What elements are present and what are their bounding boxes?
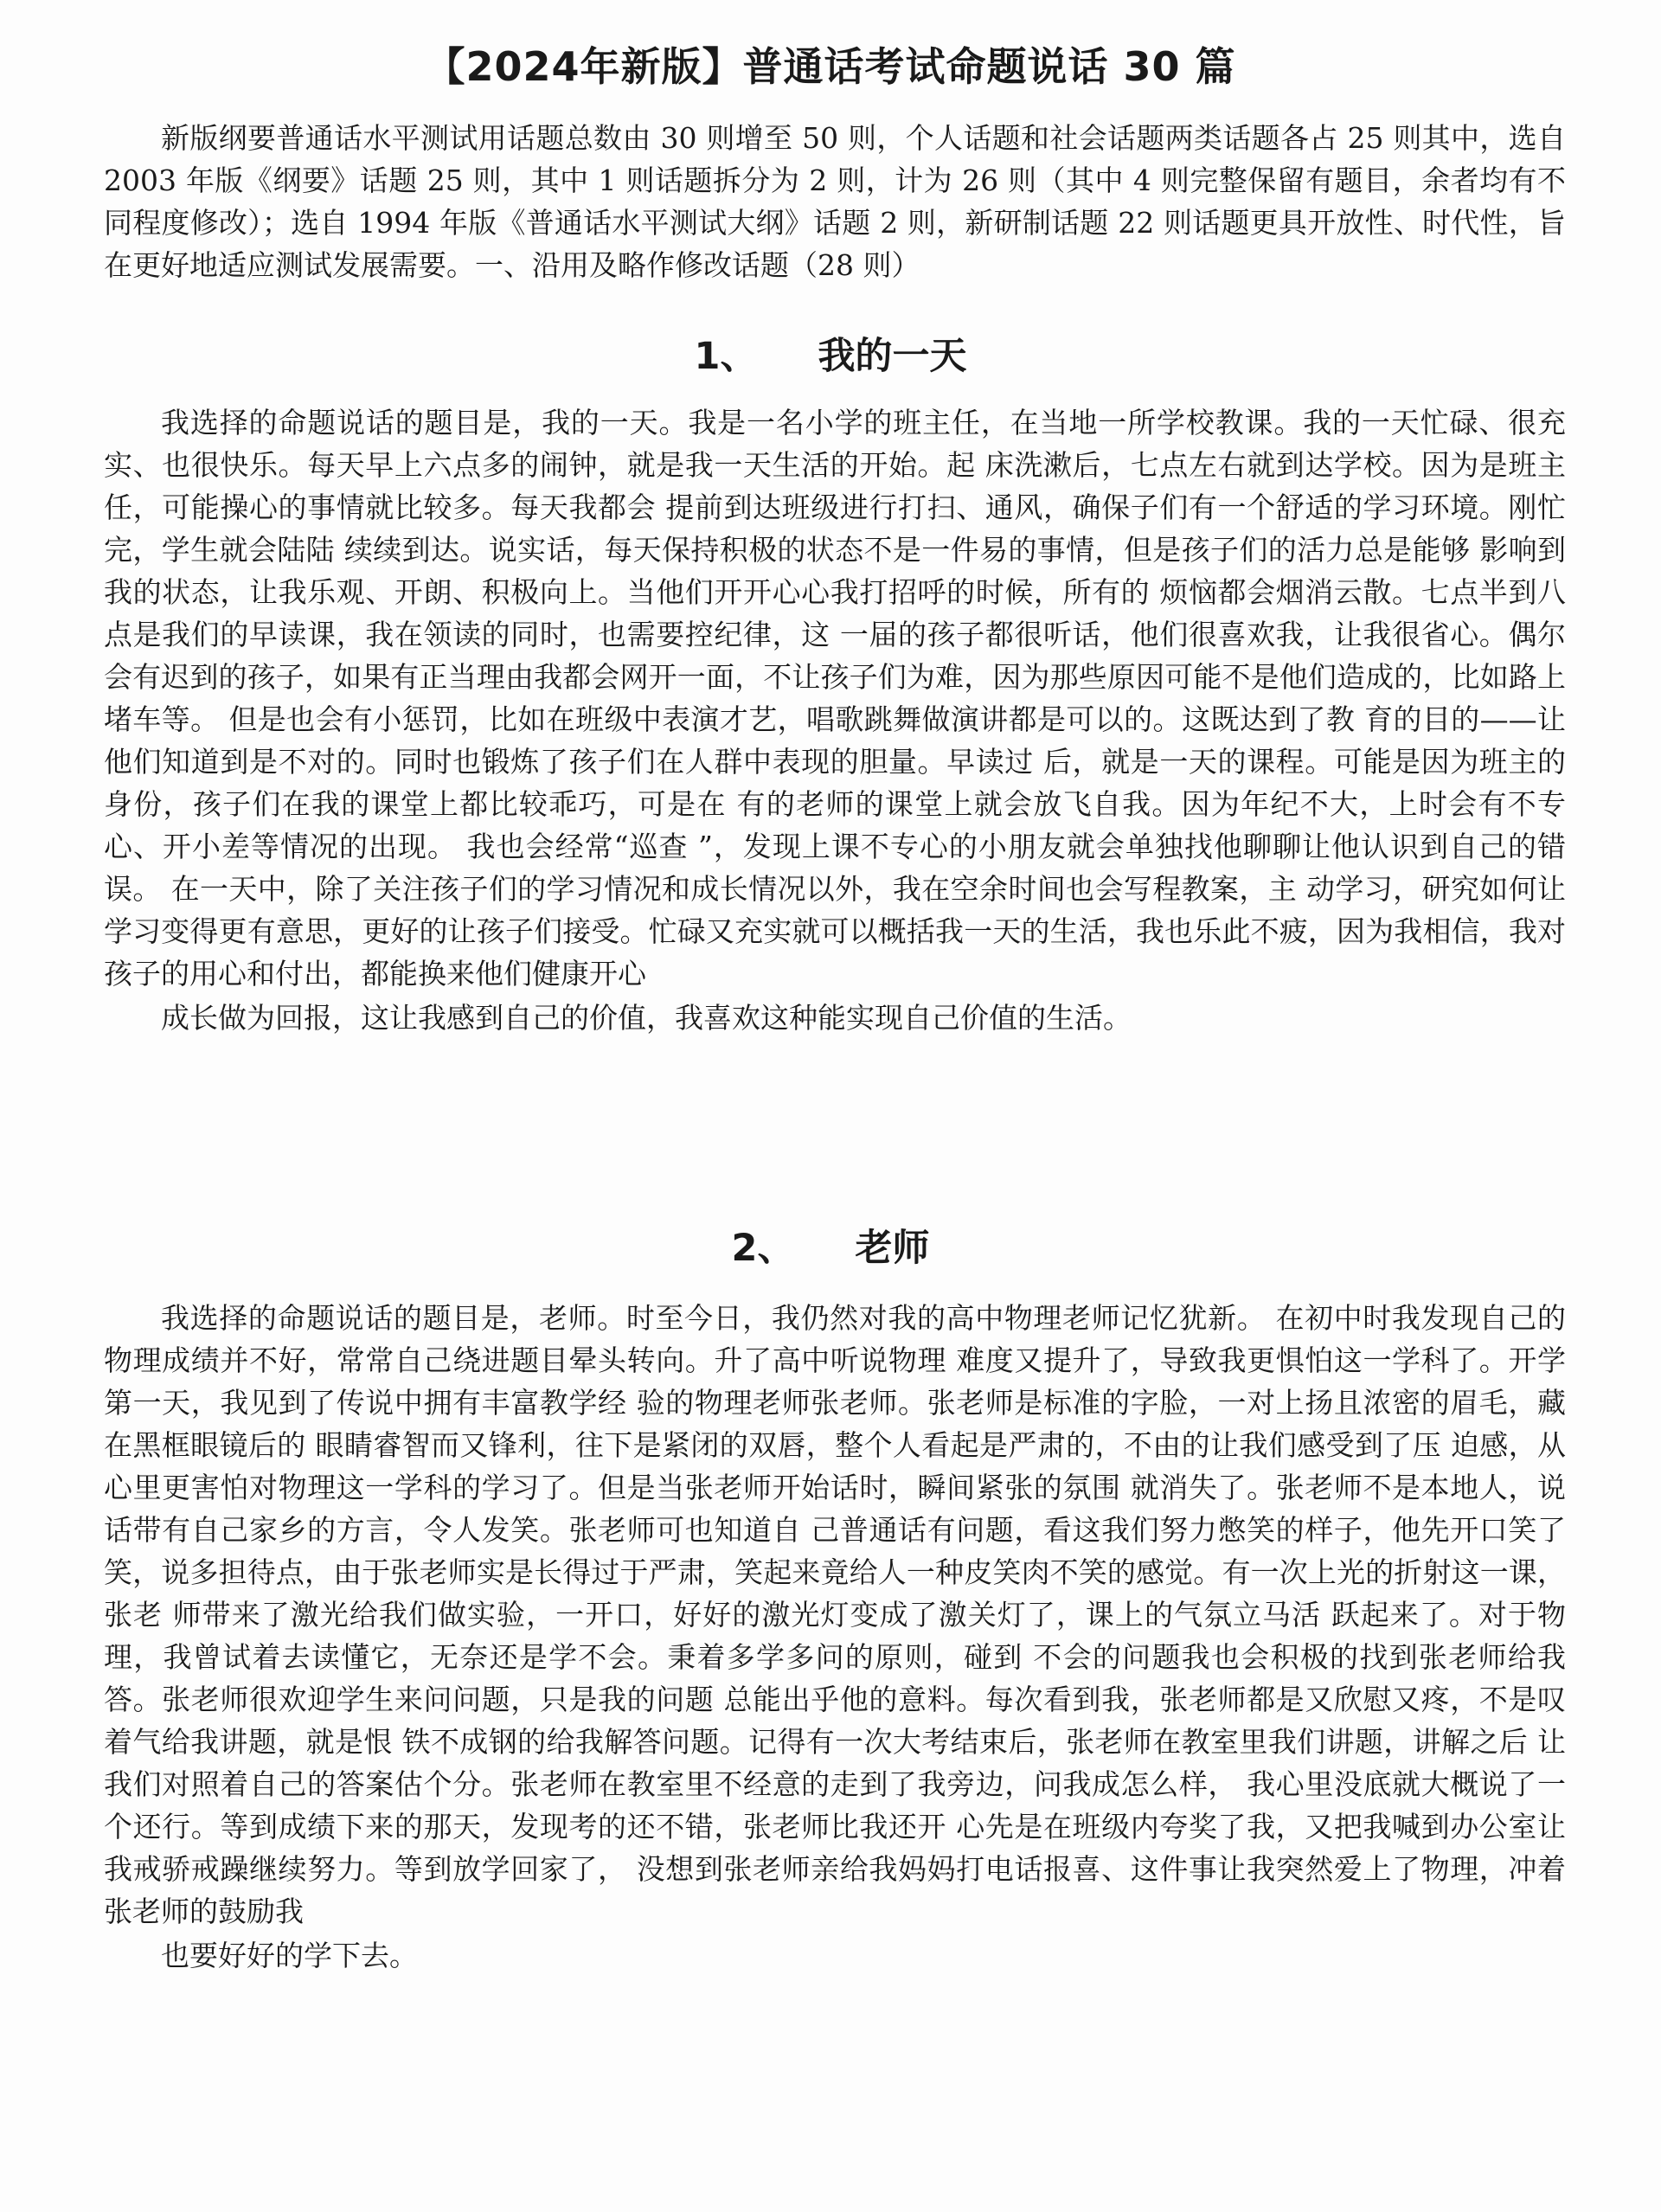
essay-body: 我选择的命题说话的题目是，我的一天。我是一名小学的班主任，在当地一所学校教课。我的一天忙碌、很充实、也很快乐。每天早上六点多的闹钟，就是我一天生活的开始。起 床洗漱后，七点左右就到达学校。因为是班主任，可能操心的事情就比较多。每天我都会 提前到达班级进行打扫、通风，确保子们有一个舒适的学习环境。刚忙完，学生就会陆陆 续续到达。说实话，每天保持积极的状态不是一件易的事情，但是孩子们的活力总是能够 影响到我的状态，让我乐观、开朗、积极向上。当他们开开心心我打招呼的时候，所有的 烦恼都会烟消云散。七点半到八点是我们的早读课，我在领读的同时，也需要控纪律，这 一届的孩子都很听话，他们很喜欢我，让我很省心。偶尔会有迟到的孩子，如果有正当理由我都会网开一面，不让孩子们为难，因为那些原因可能不是他们造成的，比如路上堵车等。 但是也会有小惩罚，比如在班级中表演才艺，唱歌跳舞做演讲都是可以的。这既达到了教 育的目的——让他们知道到是不对的。同时也锻炼了孩子们在人群中表现的胆量。早读过 后，就是一天的课程。可能是因为班主的身份，孩子们在我的课堂上都比较乖巧，可是在 有的老师的课堂上就会放飞自我。因为年纪不大，上时会有不专心、开小差等情况的出现。 我也会经常“巡查 ”，发现上课不专心的小朋友就会单独找他聊聊让他认识到自己的错误。 在一天中，除了关注孩子们的学习情况和成长情况以外，我在空余时间也会写程教案，主 动学习，研究如何让学习变得更有意思，更好的让孩子们接受。忙碌又充实就可以概括我一天的生活，我也乐此不疲，因为我相信，我对孩子的用心和付出，都能换来他们健康开心 <box>104 406 1566 991</box>
section-number: 2、 <box>731 1227 795 1270</box>
section-number: 1、 <box>694 335 758 378</box>
document-title: 【2024年新版】普通话考试命题说话 30 篇 <box>425 43 1236 90</box>
essay-1 <box>104 401 1566 1039</box>
essay-body: 我选择的命题说话的题目是，老师。时至今日，我仍然对我的高中物理老师记忆犹新。 在初中时我发现自己的物理成绩并不好，常常自己绕进题目晕头转向。升了高中听说物理 难度又提升了，导致我更惧怕这一学科了。开学第一天，我见到了传说中拥有丰富教学经 验的物理老师张老师。张老师是标准的字脸，一对上扬且浓密的眉毛，藏在黑框眼镜后的 眼睛睿智而又锋利，往下是紧闭的双唇，整个人看起是严肃的，不由的让我们感受到了压 迫感，从心里更害怕对物理这一学科的学习了。但是当张老师开始话时，瞬间紧张的氛围 就消失了。张老师不是本地人，说话带有自己家乡的方言，令人发笑。张老师可也知道自 己普通话有问题，看这我们努力憋笑的样子，他先开口笑了笑，说多担待点，由于张老师实是长得过于严肃，笑起来竟给人一种皮笑肉不笑的感觉。有一次上光的折射这一课，张老 师带来了激光给我们做实验，一开口，好好的激光灯变成了激关灯了，课上的气氛立马活 跃起来了。对于物理，我曾试着去读懂它，无奈还是学不会。秉着多学多问的原则，碰到 不会的问题我也会积极的找到张老师给我答。张老师很欢迎学生来问问题，只是我的问题 总能出乎他的意料。每次看到我，张老师都是又欣慰又疼，不是叹着气给我讲题，就是恨 铁不成钢的给我解答问题。记得有一次大考结束后，张老师在教室里我们讲题，讲解之后 让我们对照着自己的答案估个分。张老师在教室里不经意的走到了我旁边，问我成怎么样， 我心里没底就大概说了一个还行。等到成绩下来的那天，发现考的还不错，张老师比我还开 心先是在班级内夸奖了我，又把我喊到办公室让我戒骄戒躁继续努力。等到放学回家了， 没想到张老师亲给我妈妈打电话报喜、这件事让我突然爱上了物理，冲着张老师的鼓励我 <box>104 1301 1566 1928</box>
essay-closing: 也要好好的学下去。 <box>161 1939 418 1972</box>
section-heading-1 <box>0 330 1661 382</box>
essay-closing: 成长做为回报，这让我感到自己的价值，我喜欢这种能实现自己价值的生活。 <box>161 1001 1132 1035</box>
section-heading-2 <box>0 1222 1661 1274</box>
intro-paragraph: 新版纲要普通话水平测试用话题总数由 30 则增至 50 则，个人话题和社会话题两类话题各占 25 则其中，选自 2003 年版《纲要》话题 25 则，其中 1 则话题拆分为 2 则，计为 26 则（其中 4 则完整保留有题目，余者均有不同程度修改）；选自 1994 年版《普通话水平测试大纲》话题 2 则，新研制话题 22 则话题更具开放性、时代性，旨在更好地适应测试发展需要。一、沿用及略作修改话题（28 则） <box>104 121 1566 282</box>
section-title: 老师 <box>855 1227 930 1270</box>
section-title: 我的一天 <box>818 335 967 378</box>
essay-2 <box>104 1297 1566 1977</box>
